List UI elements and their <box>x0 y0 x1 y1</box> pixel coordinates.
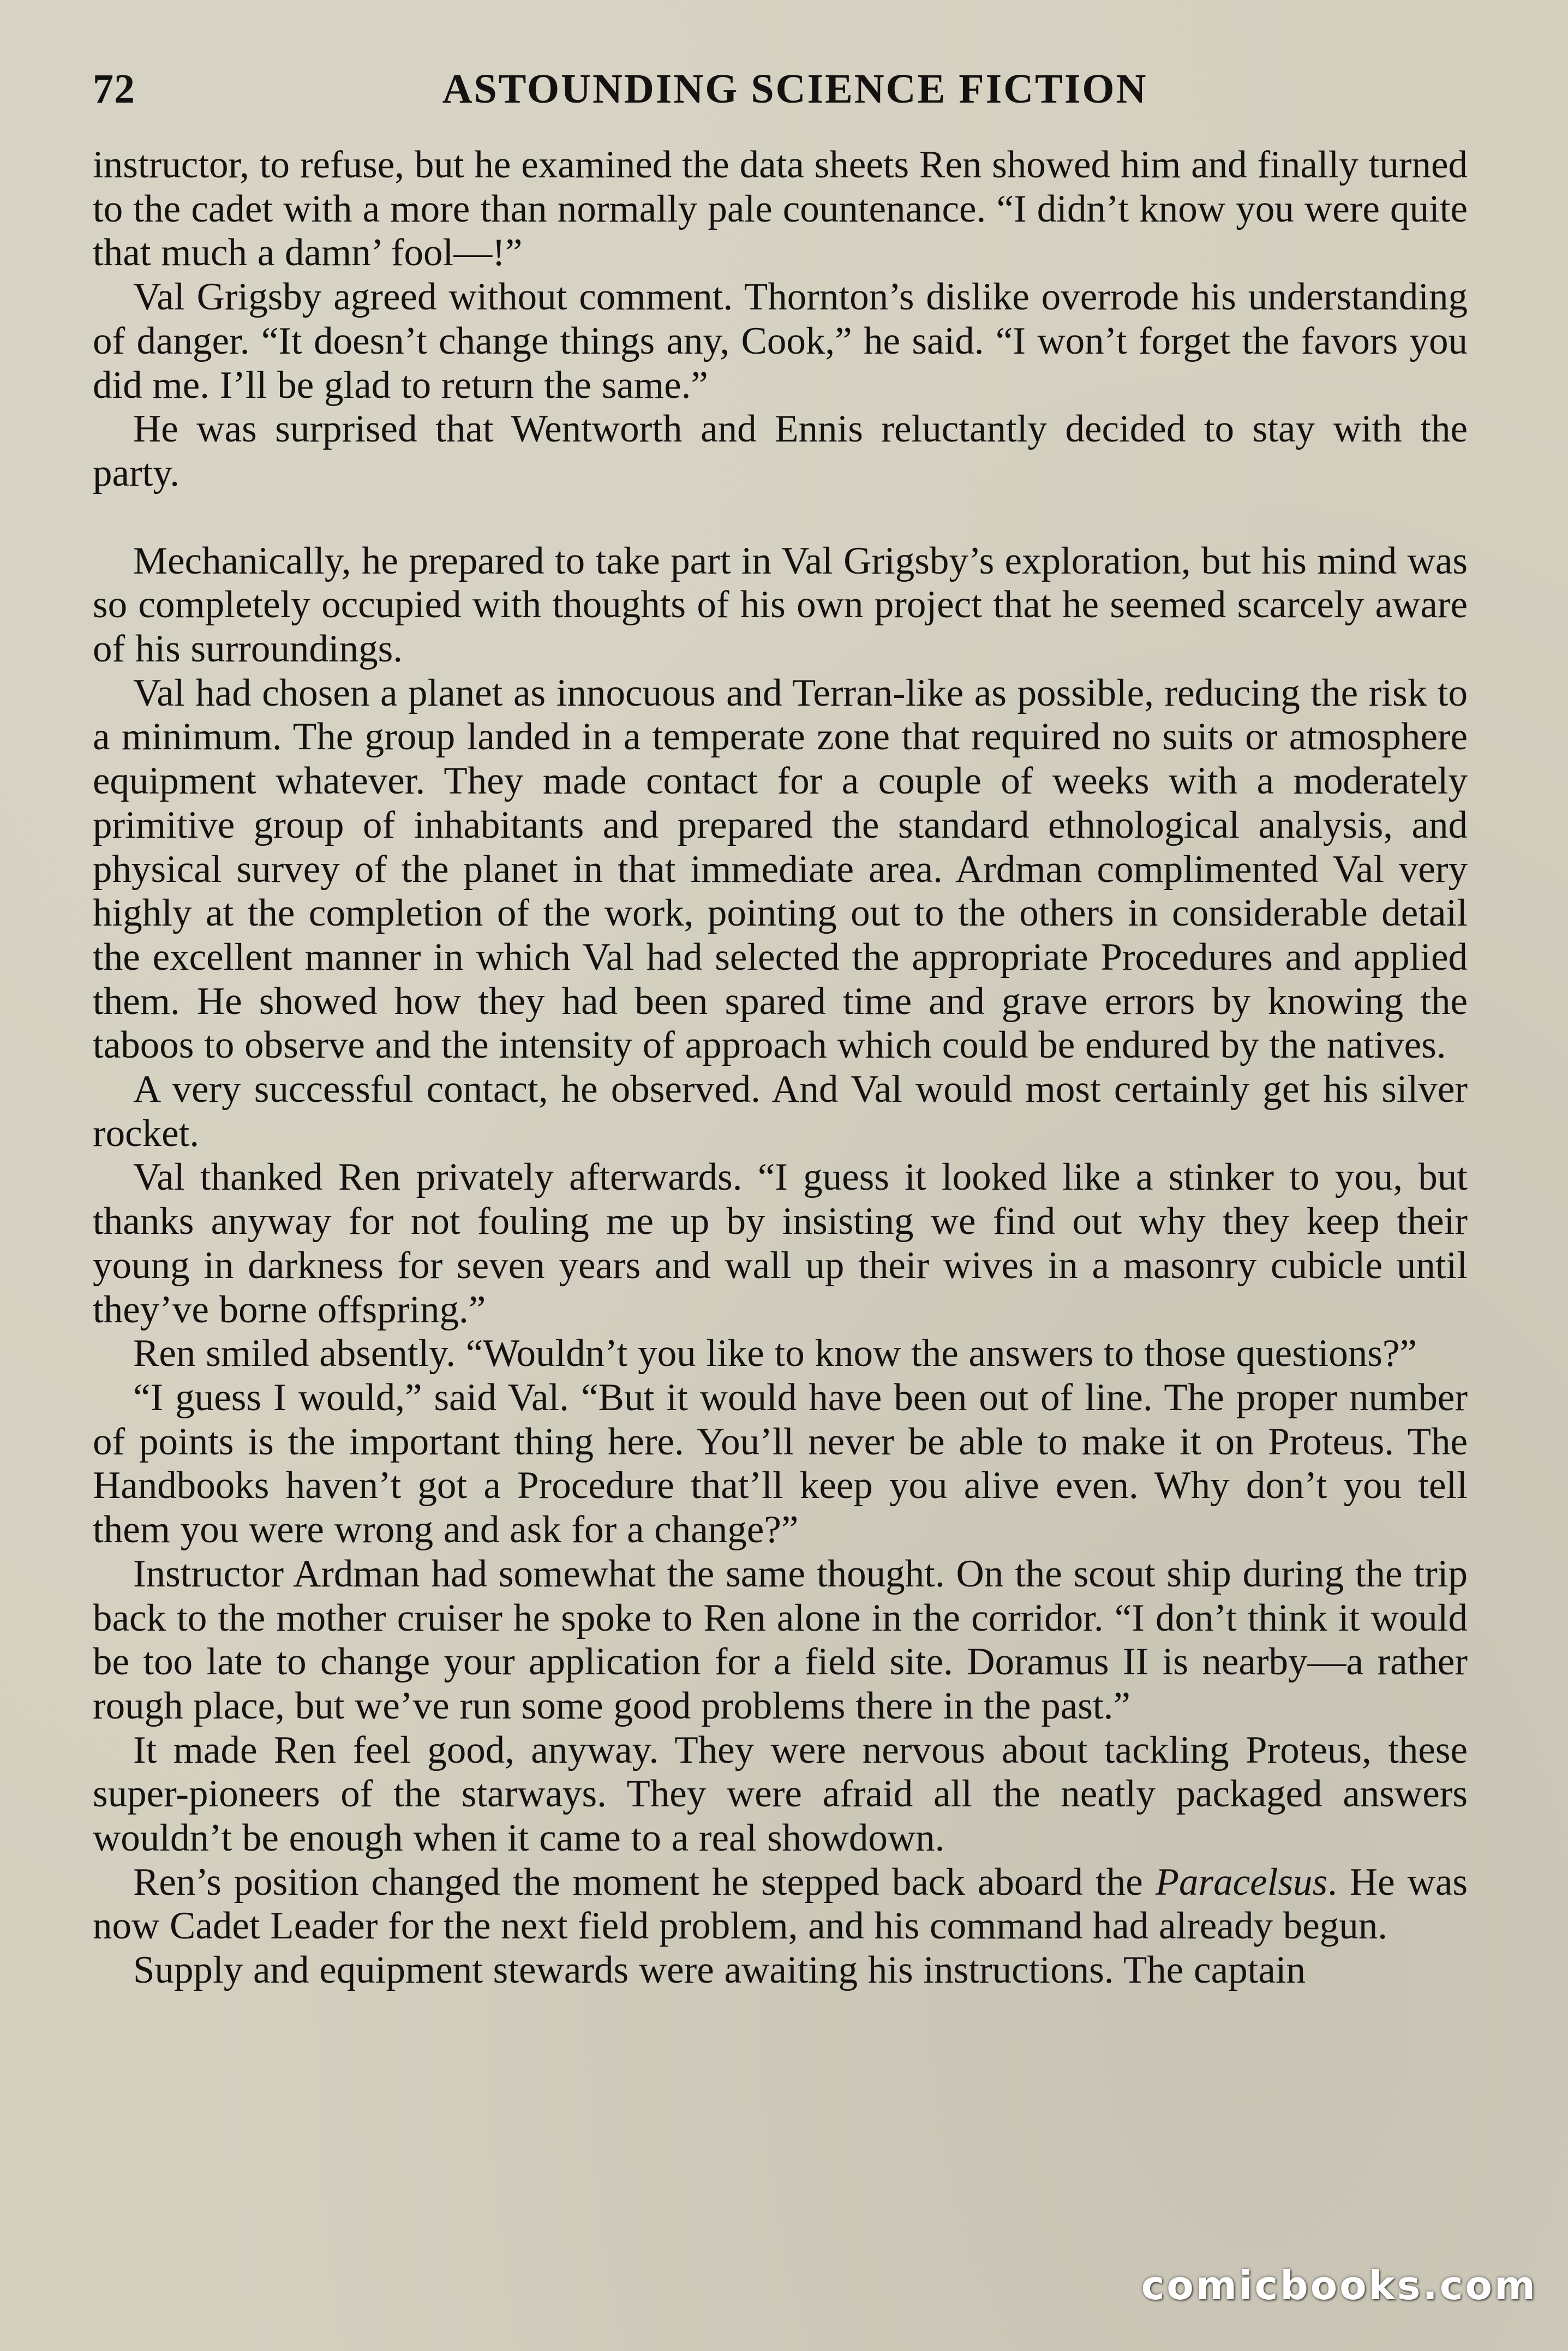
ship-name: Paracelsus <box>1155 1860 1328 1904</box>
paragraph: It made Ren feel good, anyway. They were nervous about tackling Proteus, these super-pioneers of the starways. They were afraid all the neatly packaged answers wouldn’t be enough when it came to a real showdown. <box>93 1728 1468 1860</box>
paragraph: Val Grigsby agreed without comment. Thornton’s dislike overrode his understanding of danger. “It doesn’t change things any, Cook,” he said. “I won’t forget the favors you did me. I’ll be glad to return the same.” <box>93 276 1468 407</box>
paragraph: Mechanically, he prepared to take part in Val Grigsby’s exploration, but his mind was so completely occupied with thoughts of his own project that he seemed scarcely aware of his surroundings. <box>93 539 1468 671</box>
running-head: ASTOUNDING SCIENCE FICTION <box>442 66 1148 112</box>
paragraph: Supply and equipment stewards were awaiting his instructions. The captain <box>133 1949 1306 1992</box>
paragraph: Ren smiled absently. “Wouldn’t you like to know the answers to those questions?” <box>133 1332 1417 1375</box>
paragraph: He was surprised that Wentworth and Ennis reluctantly decided to stay with the party. <box>93 408 1468 494</box>
paragraph: Instructor Ardman had somewhat the same thought. On the scout ship during the trip back to the mother cruiser he spoke to Ren alone in the corridor. “I don’t think it would be too late to change your application for a field site. Doramus II is nearby—a rather rough place, but we’ve run some good problems there in the past.” <box>93 1552 1468 1727</box>
story-text <box>93 143 1468 1992</box>
paragraph <box>93 1860 1468 1948</box>
paragraph-text-after: . He was now Cadet Leader for the next field problem, and his command had already begun. <box>93 1860 1468 1948</box>
paragraph: Val had chosen a planet as innocuous and Terran-like as possible, reducing the risk to a minimum. The group landed in a temperate zone that required no suits or atmosphere equipment whatever. They made contact for a couple of weeks with a moderately primitive group of inhabitants and prepared the standard ethnological analysis, and physical survey of the planet in that immediate area. Ardman complimented Val very highly at the completion of the work, pointing out to the others in considerable detail the excellent manner in which Val had selected the appropriate Procedures and applied them. He showed how they had been spared time and grave errors by knowing the taboos to observe and the intensity of approach which could be endured by the natives. <box>93 671 1468 1067</box>
paragraph-text-before: Ren’s position changed the moment he stepped back aboard the <box>133 1860 1156 1904</box>
watermark: comicbooks.com <box>1141 2263 1537 2308</box>
page-header <box>93 65 1464 126</box>
page-number: 72 <box>93 66 135 112</box>
paragraph: Val thanked Ren privately afterwards. “I guess it looked like a stinker to you, but thanks anyway for not fouling me up by insisting we find out why they keep their young in darkness for seven years and wall up their wives in a masonry cubicle until they’ve borne offspring.” <box>93 1156 1468 1331</box>
paragraph: instructor, to refuse, but he examined the data sheets Ren showed him and finally turned to the cadet with a more than normally pale countenance. “I didn’t know you were quite that much a damn’ fool—!” <box>93 144 1468 275</box>
paragraph: A very successful contact, he observed. And Val would most certainly get his silver rocket. <box>93 1068 1468 1155</box>
paragraph: “I guess I would,” said Val. “But it would have been out of line. The proper number of points is the important thing here. You’ll never be able to make it on Proteus. The Handbooks haven’t got a Procedure that’ll keep you alive even. Why don’t you tell them you were wrong and ask for a change?” <box>93 1376 1468 1552</box>
